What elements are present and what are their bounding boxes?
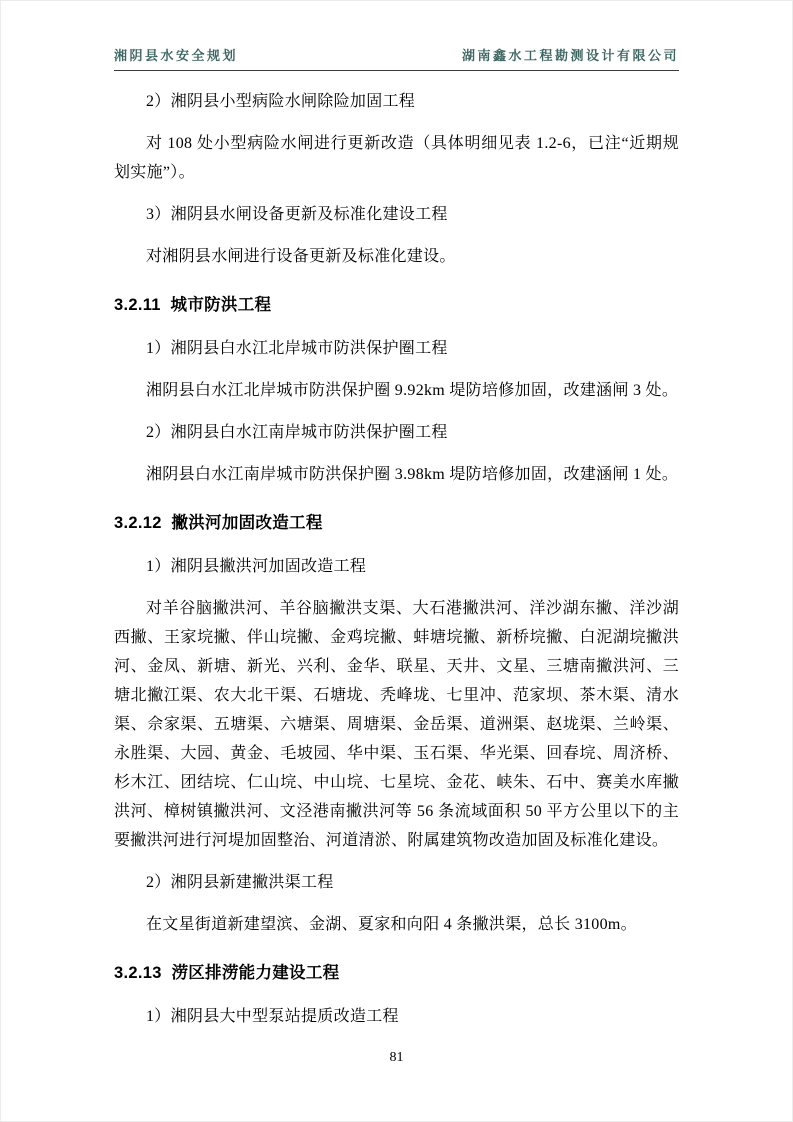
page-footer	[1, 1050, 792, 1066]
section-heading: 3.2.11 城市防洪工程	[114, 296, 272, 314]
numbered-item: 2）湘阴县小型病险水闸除险加固工程	[146, 93, 416, 110]
numbered-item: 1）湘阴县白水江北岸城市防洪保护圈工程	[146, 340, 448, 357]
paragraph: 对羊谷脑撇洪河、羊谷脑撇洪支渠、大石港撇洪河、洋沙湖东撇、洋沙湖西撇、王家垸撇、伴山垸撇、金鸡垸撇、蚌塘垸撇、新桥垸撇、白泥湖垸撇洪河、金凤、新塘、新光、兴利、金华、联星、天井、文星、三塘南撇洪河、三塘北撇江渠、农大北干渠、石塘垅、秃峰垅、七里冲、范家坝、茶木渠、清水渠、佘家渠、五塘渠、六塘渠、周塘渠、金岳渠、道洲渠、赵垅渠、兰岭渠、永胜渠、大园、黄金、毛坡园、华中渠、玉石渠、华光渠、回春垸、周济桥、杉木江、团结垸、仁山垸、中山垸、七星垸、金花、峡朱、石中、赛美水库撇洪河、樟树镇撇洪河、文泾港南撇洪河等 56 条流域面积 50 平方公里以下的主要撇洪河进行河堤加固整治、河道清淤、附属建筑物改造加固及标准化建设。	[114, 600, 679, 849]
document-content	[114, 87, 679, 1044]
section-heading: 3.2.12 撇洪河加固改造工程	[114, 514, 323, 532]
paragraph: 对 108 处小型病险水闸进行更新改造（具体明细见表 1.2-6，已注“近期规划实施”）。	[114, 135, 679, 181]
header-title-right: 湖南鑫水工程勘测设计有限公司	[461, 48, 679, 63]
header-title-left: 湘阴县水安全规划	[114, 48, 239, 63]
numbered-item: 3）湘阴县水闸设备更新及标准化建设工程	[146, 206, 448, 223]
section-heading: 3.2.13 涝区排涝能力建设工程	[114, 964, 340, 982]
numbered-item: 1）湘阴县撇洪河加固改造工程	[146, 558, 367, 575]
numbered-item: 2）湘阴县新建撇洪渠工程	[146, 874, 334, 891]
numbered-item: 1）湘阴县大中型泵站提质改造工程	[146, 1008, 399, 1025]
page-header	[114, 45, 679, 71]
numbered-item: 2）湘阴县白水江南岸城市防洪保护圈工程	[146, 424, 448, 441]
paragraph: 对湘阴县水闸进行设备更新及标准化建设。	[146, 248, 456, 265]
paragraph: 湘阴县白水江北岸城市防洪保护圈 9.92km 堤防培修加固，改建涵闸 3 处。	[146, 382, 679, 399]
paragraph: 湘阴县白水江南岸城市防洪保护圈 3.98km 堤防培修加固，改建涵闸 1 处。	[146, 466, 679, 483]
paragraph: 在文星街道新建望滨、金湖、夏家和向阳 4 条撇洪渠，总长 3100m。	[146, 916, 637, 933]
page-number: 81	[389, 1050, 404, 1065]
